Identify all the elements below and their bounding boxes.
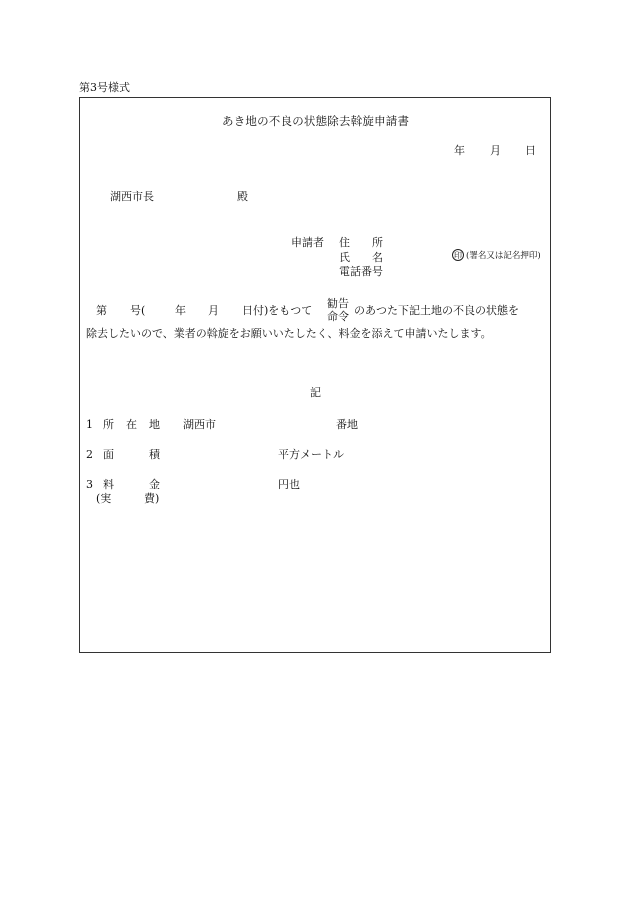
item-location-number: 1: [86, 418, 93, 431]
form-frame: [79, 97, 551, 653]
item-fee-label-1: 料: [103, 478, 114, 491]
date-year-label: 年: [454, 144, 465, 157]
body-kankoku: 勧告: [327, 297, 349, 310]
applicant-label: 申請者: [291, 236, 324, 249]
item-location-label-1: 所: [103, 418, 114, 431]
item-location-label-3: 地: [149, 418, 160, 431]
item-location-banchi: 番地: [336, 418, 358, 431]
body-meirei: 命令: [327, 310, 349, 323]
applicant-phone-label: 電話番号: [339, 265, 383, 278]
item-fee-unit: 円也: [278, 478, 300, 491]
date-day-label: 日: [525, 144, 536, 157]
item-location-city: 湖西市: [183, 418, 216, 431]
ki-heading: 記: [310, 386, 321, 399]
date-month-label: 月: [490, 144, 501, 157]
item-area-number: 2: [86, 448, 93, 461]
body-line2: 除去したいので、業者の斡旋をお願いいたしたく、料金を添えて申請いたします。: [86, 327, 492, 340]
body-kankoku-meirei: [327, 297, 349, 323]
applicant-address-label-1: 住: [339, 236, 350, 249]
addressee-name: 湖西市長: [110, 190, 154, 203]
item-location-label-2: 在: [126, 418, 137, 431]
applicant-name-label-2: 名: [372, 251, 383, 264]
item-area-unit: 平方メートル: [278, 448, 344, 461]
body-line1-tail: のあつた下記土地の不良の状態を: [354, 304, 519, 317]
item-fee-label-2: 金: [149, 478, 160, 491]
item-fee-sub-open: (実: [96, 492, 112, 505]
body-tsuki: 月: [208, 304, 219, 317]
item-fee-sub-close: 費): [144, 492, 160, 505]
item-fee-number: 3: [86, 478, 93, 491]
body-nichi-motte: 日付)をもつて: [242, 304, 313, 317]
addressee-honorific: 殿: [237, 190, 248, 203]
applicant-name-label-1: 氏: [339, 251, 350, 264]
body-nen: 年: [175, 304, 186, 317]
item-area-label-2: 積: [149, 448, 160, 461]
seal-note: (署名又は記名押印): [466, 251, 541, 261]
document-title: あき地の不良の状態除去斡旋申請書: [222, 114, 410, 128]
item-area-label-1: 面: [103, 448, 114, 461]
seal-mark-icon: 印: [454, 251, 462, 260]
body-dai: 第: [96, 304, 107, 317]
form-number-label: 第3号様式: [79, 81, 130, 94]
body-gou: 号(: [130, 304, 146, 317]
applicant-address-label-2: 所: [372, 236, 383, 249]
